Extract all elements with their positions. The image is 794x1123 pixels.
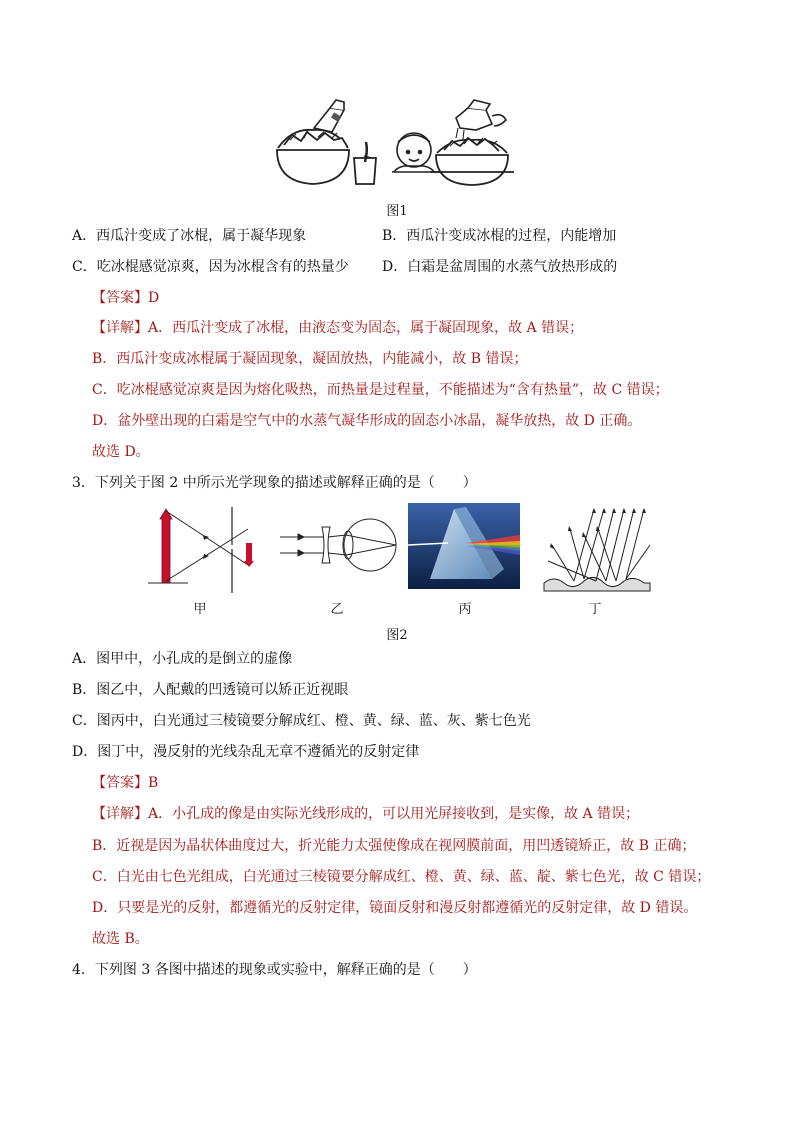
q3-stem: 3．下列关于图 2 中所示光学现象的描述或解释正确的是（ ）	[72, 475, 477, 491]
q2-option-d: D．白霜是盆周围的水蒸气放热形成的	[382, 259, 618, 275]
q2-explain-a	[92, 318, 583, 338]
q3-choose: 故选 B。	[92, 931, 149, 947]
q3-explain-d: D．只要是光的反射，都遵循光的反射定律，镜面反射和漫反射都遵循光的反射定律，故 D 错误。	[92, 900, 698, 916]
q2-explain-c: C．吃冰棍感觉凉爽是因为熔化吸热，而热量是过程量，不能描述为“含有热量”，故 C 错误；	[92, 382, 669, 398]
q2-option-a: A．西瓜汁变成了冰棍，属于凝华现象	[72, 228, 307, 244]
q2-choose: 故选 D。	[92, 444, 150, 460]
figure-2-label-bing: 丙	[458, 602, 472, 617]
q3-option-b: B．图乙中，人配戴的凹透镜可以矫正近视眼	[72, 682, 349, 698]
bowl-right	[430, 138, 514, 185]
q2-explain-d: D．盆外壁出现的白霜是空气中的水蒸气凝华形成的固态小冰晶，凝华放热，故 D 正确。	[92, 413, 642, 429]
q3-explain-b: B．近视是因为晶状体曲度过大，折光能力太强使像成在视网膜前面，用凹透镜矫正，故 B 正确；	[92, 838, 696, 854]
q3-option-d: D．图丁中，漫反射的光线杂乱无章不遵循光的反射定律	[72, 744, 420, 760]
figure-2-bing-prism	[408, 503, 520, 589]
q2-explain-b: B．西瓜汁变成冰棍属于凝固现象，凝固放热，内能减小，故 B 错误；	[92, 351, 528, 367]
q3-explain-a	[92, 804, 639, 824]
q3-option-a: A．图甲中，小孔成的是倒立的虚像	[72, 651, 293, 667]
cup-icon	[354, 142, 376, 184]
q3-option-c: C．图丙中，白光通过三棱镜要分解成红、橙、黄、绿、蓝、灰、紫七色光	[72, 713, 531, 729]
q2-option-c: C．吃冰棍感觉凉爽，因为冰棍含有的热量少	[72, 259, 349, 275]
figure-2-jia-pinhole	[148, 505, 268, 595]
child-icon	[392, 133, 440, 172]
figure-2-caption: 图2	[386, 628, 408, 643]
q2-answer	[92, 288, 159, 308]
explain-label: 【详解】	[92, 320, 148, 336]
explain-text: A．西瓜汁变成了冰棍，由液态变为固态，属于凝固现象，故 A 错误；	[148, 320, 584, 336]
q3-answer	[92, 773, 158, 793]
figure-2-ding-diffuse	[540, 505, 660, 595]
answer-label: 【答案】	[92, 775, 148, 791]
bottle-icon	[314, 100, 344, 132]
bowl-left	[277, 130, 349, 184]
q2-option-b: B．西瓜汁变成冰棍的过程，内能增加	[382, 228, 617, 244]
figure-2-yi-eye	[278, 515, 408, 585]
figure-1-caption: 图1	[386, 204, 408, 219]
figure-2-label-jia: 甲	[193, 602, 207, 617]
explain-label: 【详解】	[92, 806, 148, 822]
answer-value: D	[148, 290, 160, 306]
answer-value: B	[148, 775, 159, 791]
answer-label: 【答案】	[92, 290, 148, 306]
carton-icon	[456, 100, 506, 139]
figure-1-illustration	[0, 0, 794, 200]
explain-text: A．小孔成的像是由实际光线形成的，可以用光屏接收到，是实像，故 A 错误；	[148, 806, 640, 822]
figure-2-label-ding: 丁	[588, 602, 602, 617]
figure-2-label-yi: 乙	[330, 602, 344, 617]
q3-explain-c: C．白光由七色光组成，白光通过三棱镜要分解成红、橙、黄、绿、蓝、靛、紫七色光，故 C 错误；	[92, 869, 711, 885]
q4-stem: 4．下列图 3 各图中描述的现象或实验中，解释正确的是（ ）	[72, 962, 477, 978]
